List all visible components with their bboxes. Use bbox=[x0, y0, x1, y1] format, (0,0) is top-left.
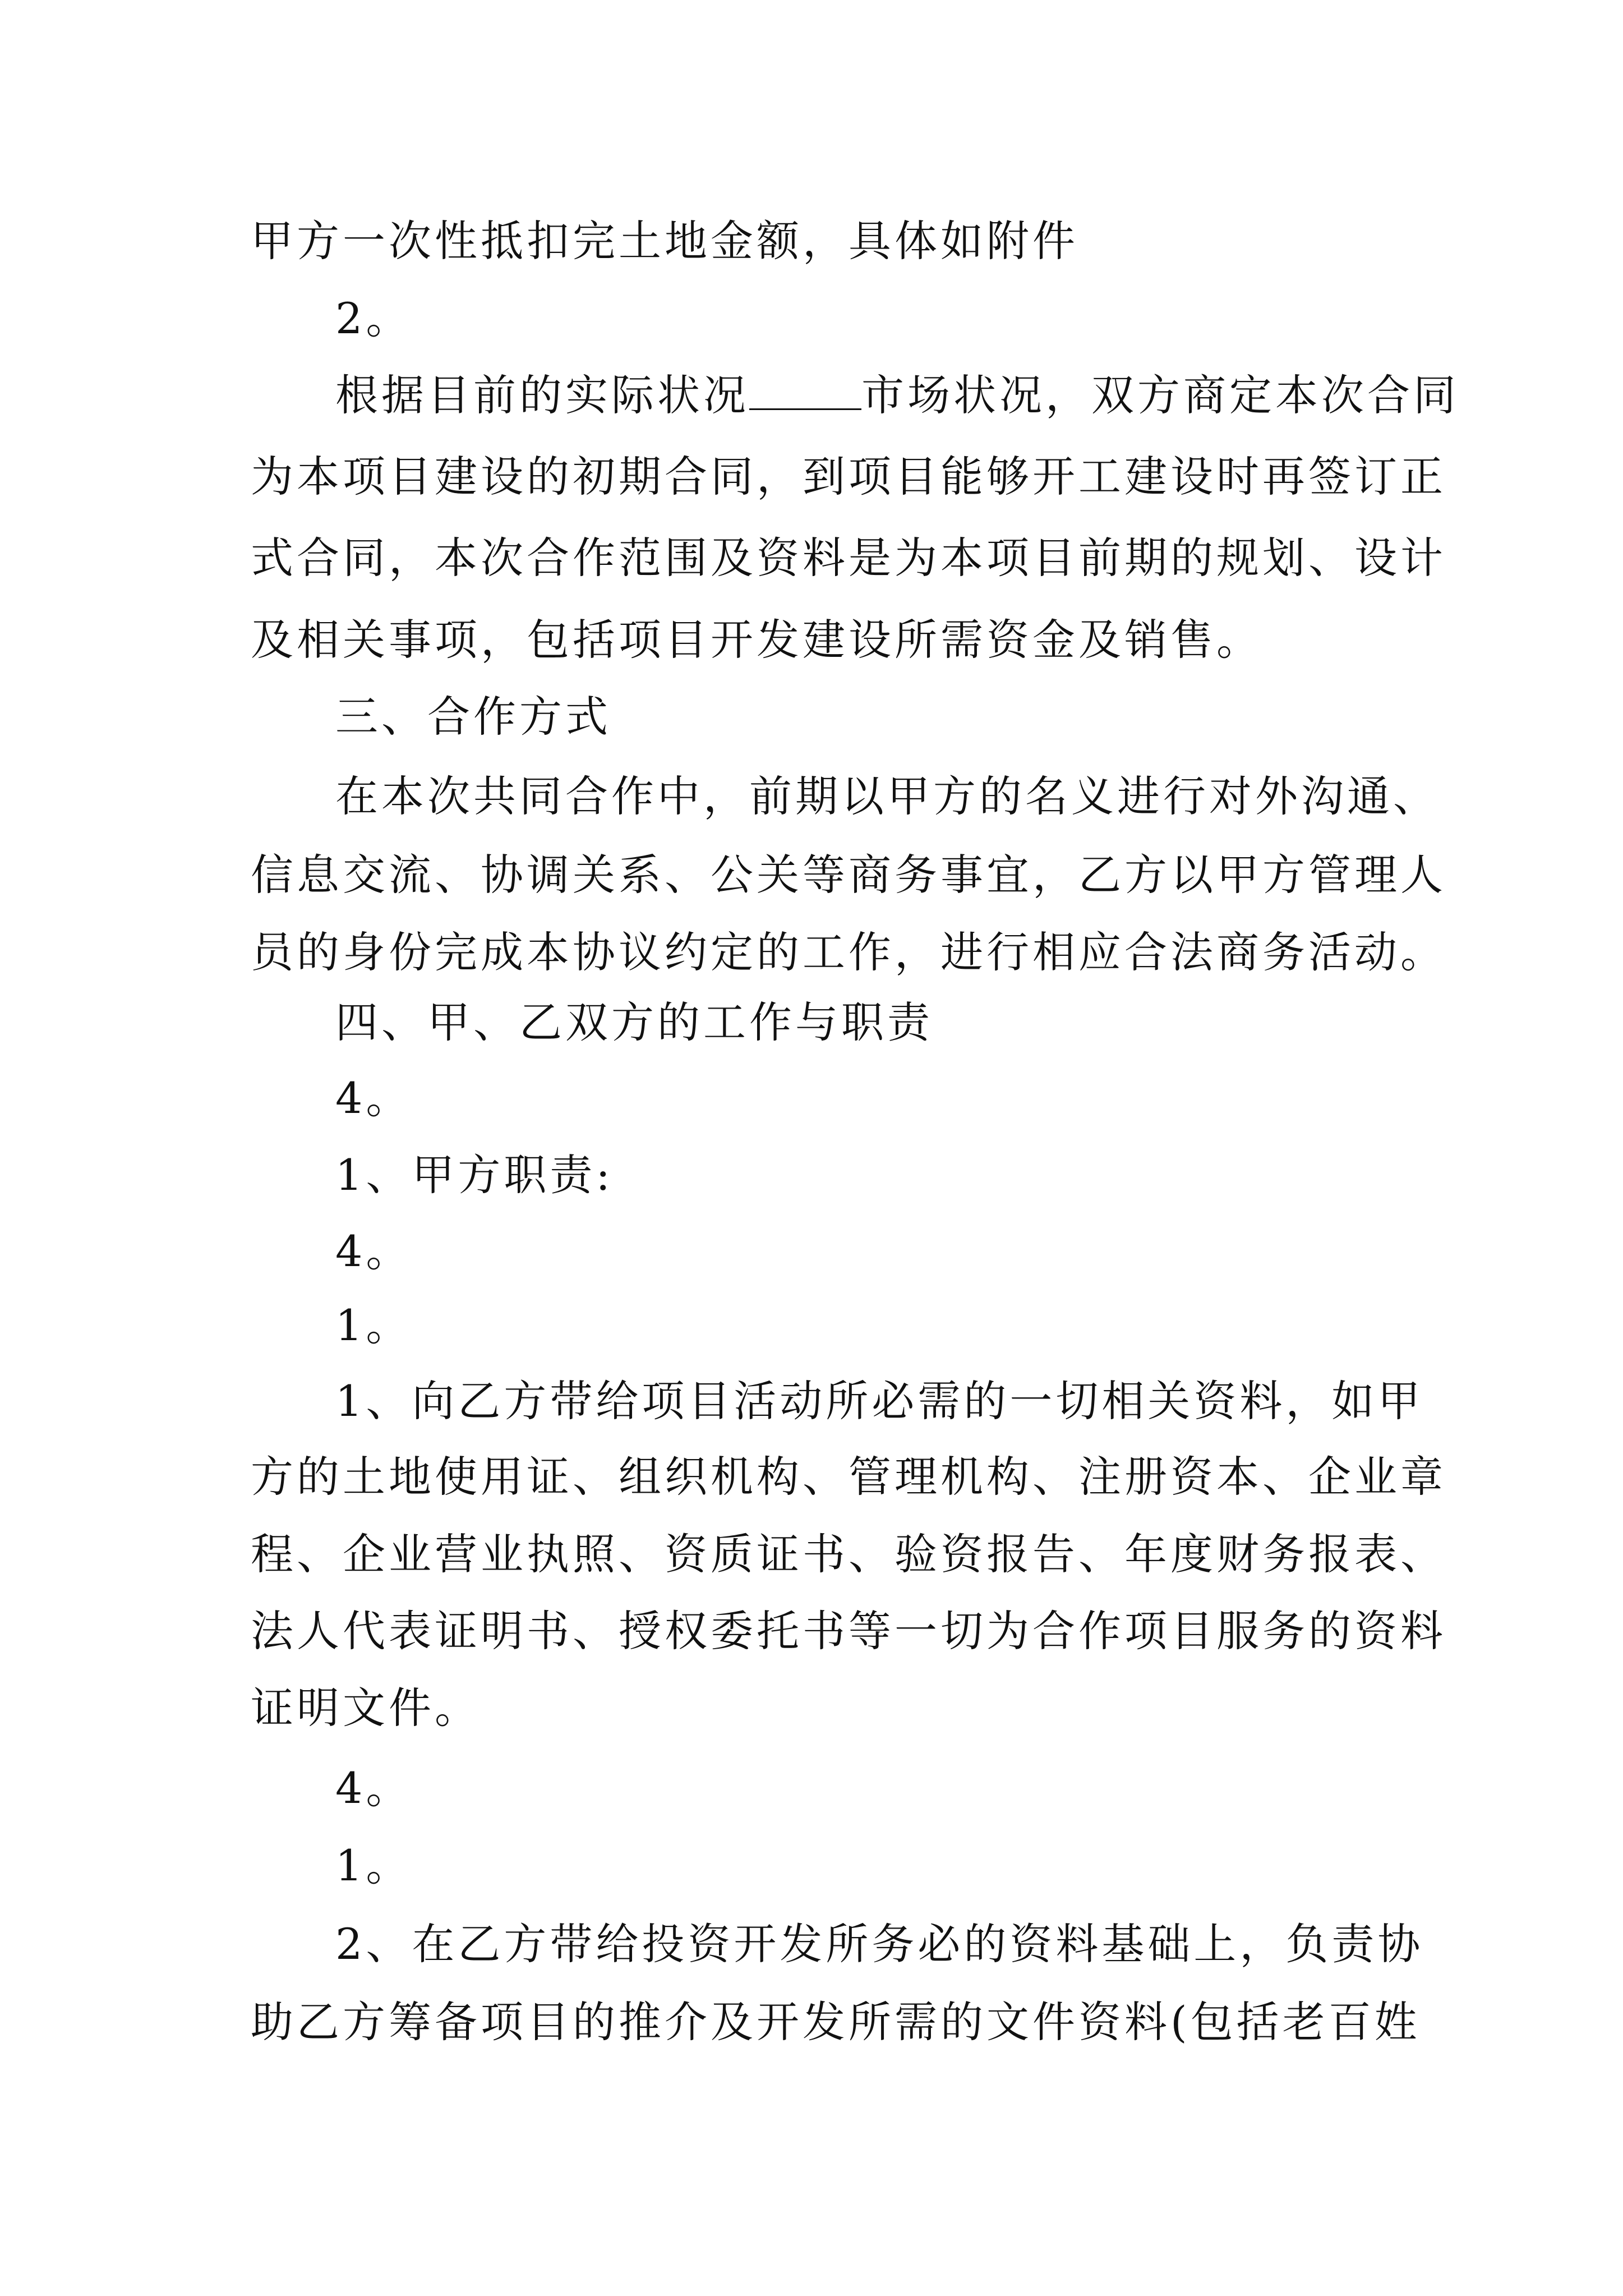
text-line: 及相关事项，包括项目开发建设所需资金及销售。 bbox=[251, 615, 1262, 665]
text-line: 1。 bbox=[335, 1300, 412, 1350]
text-line bbox=[335, 370, 1459, 420]
text-segment: 根据目前的实际状况 bbox=[335, 370, 749, 420]
text-line: 4。 bbox=[335, 1763, 412, 1813]
text-line: 信息交流、协调关系、公关等商务事宜，乙方以甲方管理人 bbox=[251, 850, 1446, 900]
text-line: 式合同，本次合作范围及资料是为本项目前期的规划、设计 bbox=[251, 533, 1446, 583]
text-line: 程、企业营业执照、资质证书、验资报告、年度财务报表、 bbox=[251, 1529, 1446, 1579]
text-line: 在本次共同合作中，前期以甲方的名义进行对外沟通、 bbox=[335, 771, 1439, 821]
text-line: 法人代表证明书、授权委托书等一切为合作项目服务的资料 bbox=[251, 1606, 1446, 1656]
section-heading: 三、合作方式 bbox=[335, 692, 611, 742]
text-line: 1。 bbox=[335, 1841, 412, 1890]
text-line: 甲方一次性抵扣完土地金额，具体如附件 bbox=[251, 216, 1078, 266]
text-line: 助乙方筹备项目的推介及开发所需的文件资料(包括老百姓 bbox=[251, 1997, 1421, 2047]
text-line: 1、向乙方带给项目活动所必需的一切相关资料，如甲 bbox=[335, 1376, 1424, 1426]
text-line: 1、甲方职责: bbox=[335, 1150, 614, 1200]
fill-in-blank bbox=[749, 375, 861, 410]
text-line: 4。 bbox=[335, 1226, 412, 1276]
text-line: 2。 bbox=[335, 293, 412, 343]
section-heading: 四、甲、乙双方的工作与职责 bbox=[335, 997, 933, 1047]
text-line: 为本项目建设的初期合同，到项目能够开工建设时再签订正 bbox=[251, 452, 1446, 501]
text-line: 方的土地使用证、组织机构、管理机构、注册资本、企业章 bbox=[251, 1452, 1446, 1502]
text-segment: 市场状况，双方商定本次合同 bbox=[861, 370, 1459, 420]
text-line: 员的身份完成本协议约定的工作，进行相应合法商务活动。 bbox=[251, 927, 1446, 977]
text-line: 证明文件。 bbox=[251, 1683, 481, 1733]
text-line: 4。 bbox=[335, 1073, 412, 1123]
text-line: 2、在乙方带给投资开发所务必的资料基础上，负责协 bbox=[335, 1919, 1424, 1969]
